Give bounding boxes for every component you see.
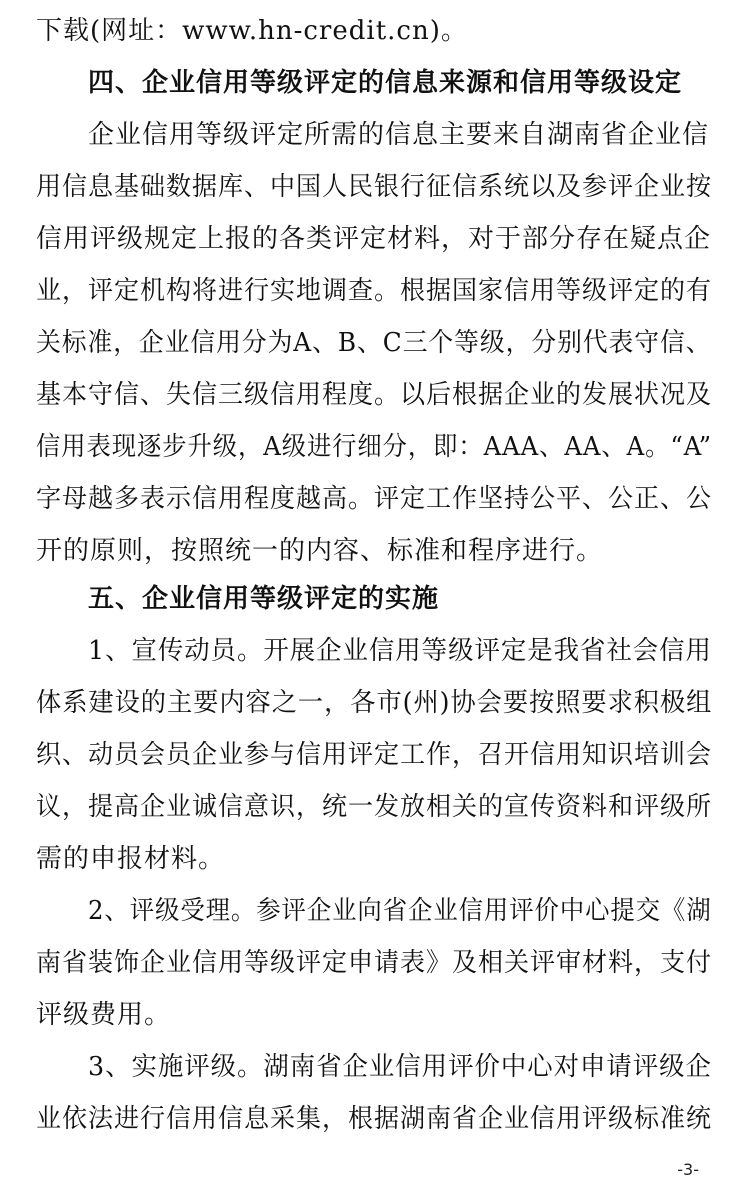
text-line: 下载(网址：www.hn-credit.cn)。 [36,16,468,46]
text-line: 基本守信、失信三级信用程度。以后根据企业的发展状况及 [36,380,713,410]
section-heading-5: 五、企业信用等级评定的实施 [88,584,440,614]
text-line: 业依法进行信用信息采集，根据湖南省企业信用评级标准统 [36,1104,713,1134]
text-line: 信用评级规定上报的各类评定材料，对于部分存在疑点企 [36,224,712,254]
text-line: 织、动员会员企业参与信用评定工作，召开信用知识培训会 [36,740,713,770]
text-line: 评级费用。 [36,1000,172,1030]
section-heading-4: 四、企业信用等级评定的信息来源和信用等级设定 [88,68,683,98]
text-line: 业，评定机构将进行实地调查。根据国家信用等级评定的有 [36,276,713,306]
text-line: 3、实施评级。湖南省企业信用评价中心对申请评级企 [88,1052,712,1082]
text-line: 2、评级受理。参评企业向省企业信用评价中心提交《湖 [88,896,712,926]
page-number: -3- [677,1160,699,1179]
text-line: 信用表现逐步升级，A级进行细分，即：AAA、AA、A。“A” [36,432,712,462]
text-line: 开的原则，按照统一的内容、标准和程序进行。 [36,536,604,566]
text-line: 需的申报材料。 [36,844,226,874]
text-line: 关标准，企业信用分为A、B、C三个等级，分别代表守信、 [36,328,712,358]
text-line: 字母越多表示信用程度越高。评定工作坚持公平、公正、公 [36,484,713,514]
text-line: 企业信用等级评定所需的信息主要来自湖南省企业信 [88,120,710,150]
text-line: 体系建设的主要内容之一，各市(州)协会要按照要求积极组 [36,688,713,718]
text-line: 议，提高企业诚信意识，统一发放相关的宣传资料和评级所 [36,792,713,822]
text-line: 用信息基础数据库、中国人民银行征信系统以及参评企业按 [36,172,713,202]
text-line: 南省装饰企业信用等级评定申请表》及相关评审材料，支付 [36,948,713,978]
text-line: 1、宣传动员。开展企业信用等级评定是我省社会信用 [88,636,712,666]
